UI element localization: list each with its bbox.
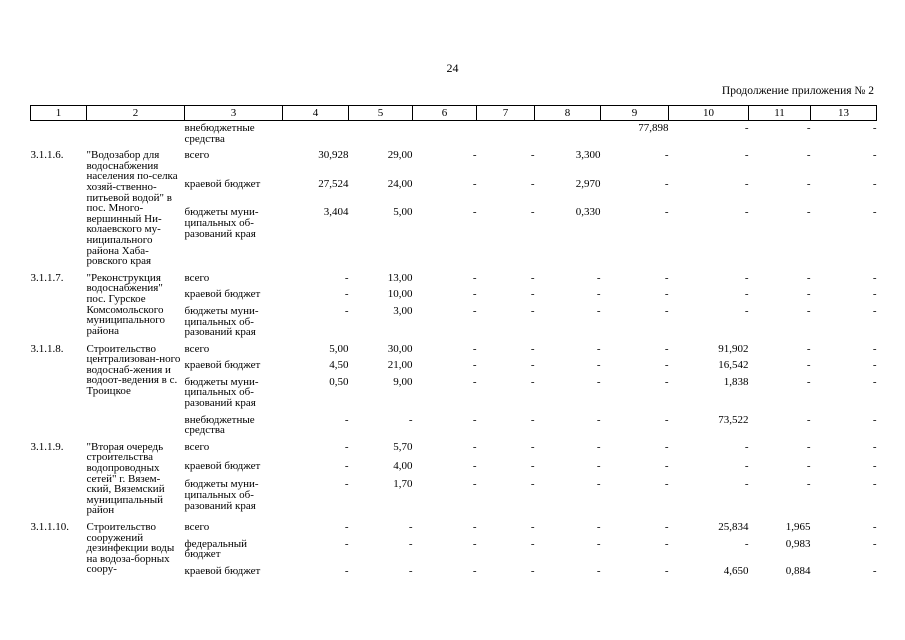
- value-cell-5: 30,00: [387, 342, 413, 355]
- value-cell-13: -: [872, 342, 877, 355]
- value-cell-11: -: [806, 177, 811, 190]
- column-header: 11: [749, 106, 811, 121]
- item-number: 3.1.1.7.: [30, 271, 64, 284]
- value-cell-10: 25,834: [718, 521, 749, 533]
- value-cell-9: -: [664, 440, 669, 453]
- value-cell-5: 5,70: [393, 440, 413, 453]
- value-cell-13: -: [872, 271, 877, 284]
- value-cell-9: -: [664, 478, 669, 491]
- value-cell-5: -: [408, 537, 413, 550]
- value-cell-5: 13,00: [387, 271, 413, 284]
- value-cell-4: -: [344, 459, 349, 472]
- value-cell-9: -: [664, 177, 669, 190]
- value-cell-7: -: [530, 177, 535, 190]
- value-cell-4: 27,524: [318, 177, 349, 190]
- value-cell-5: [349, 121, 413, 149]
- table-row: [31, 440, 877, 459]
- value-cell-7: -: [530, 359, 535, 372]
- value-cell-5: 3,00: [393, 304, 413, 317]
- value-cell-7: -: [530, 288, 535, 301]
- value-cell-7: -: [530, 413, 535, 426]
- item-name: "Вторая очередь строительства водопроводных сетей" г. Вязем-ский, Вяземский муниципальный район: [86, 440, 165, 517]
- column-header: 6: [413, 106, 477, 121]
- value-cell-7: -: [530, 206, 535, 219]
- funding-source: краевой бюджет: [184, 564, 261, 577]
- value-cell-8: -: [596, 478, 601, 491]
- appendix-continuation-caption: Продолжение приложения № 2: [721, 85, 874, 97]
- value-cell-11: -: [806, 206, 811, 219]
- item-name: Строительство централизован-ного водоснаб-жения и водоот-ведения в с. Троицкое: [86, 342, 181, 398]
- value-cell-5: 4,00: [393, 459, 413, 472]
- table-row: [31, 271, 877, 288]
- funding-source: краевой бюджет: [184, 288, 261, 301]
- value-cell-6: -: [472, 288, 477, 301]
- value-cell-5: -: [408, 413, 413, 426]
- funding-source: внебюджетные средства: [184, 122, 255, 145]
- item-number: 3.1.1.6.: [30, 149, 64, 162]
- value-cell-7: [477, 121, 535, 149]
- column-header: 1: [31, 106, 87, 121]
- column-header: 3: [185, 106, 283, 121]
- value-cell-13: -: [872, 122, 877, 134]
- value-cell-11: -: [806, 342, 811, 355]
- funding-source: внебюджетные средства: [184, 413, 255, 437]
- value-cell-4: -: [344, 521, 349, 533]
- value-cell-4: 30,928: [318, 149, 349, 162]
- value-cell-8: -: [596, 564, 601, 577]
- funding-source: краевой бюджет: [184, 359, 261, 372]
- funding-source: бюджеты муни-ципальных об-разований края: [184, 304, 259, 339]
- value-cell-4: 5,00: [329, 342, 349, 355]
- item-name: Строительство сооружений дезинфекции воды на водоза-борных соору-: [86, 521, 175, 576]
- value-cell-8: -: [596, 288, 601, 301]
- value-cell-5: 29,00: [387, 149, 413, 162]
- value-cell-11: -: [806, 271, 811, 284]
- value-cell-11: -: [806, 304, 811, 317]
- value-cell-13: -: [872, 478, 877, 491]
- funding-source: бюджеты муни-ципальных об-разований края: [184, 206, 259, 240]
- value-cell-8: -: [596, 521, 601, 533]
- value-cell-9: -: [664, 288, 669, 301]
- value-cell-13: -: [872, 177, 877, 190]
- value-cell-4: -: [344, 478, 349, 491]
- value-cell-13: -: [872, 440, 877, 453]
- value-cell-13: -: [872, 149, 877, 162]
- column-header: 8: [535, 106, 601, 121]
- value-cell-4: -: [344, 537, 349, 550]
- value-cell-7: -: [530, 304, 535, 317]
- value-cell-10: 73,522: [718, 413, 749, 426]
- funding-source: краевой бюджет: [184, 177, 261, 190]
- funding-source: всего: [184, 440, 210, 453]
- value-cell-8: -: [596, 271, 601, 284]
- value-cell-9: -: [664, 149, 669, 162]
- value-cell-8: -: [596, 342, 601, 355]
- value-cell-10: -: [744, 271, 749, 284]
- value-cell-8: -: [596, 459, 601, 472]
- value-cell-10: -: [744, 478, 749, 491]
- item-name: "Водозабор для водоснабжения населения по-селка хозяй-ственно-питьевой водой" в пос. Много-вершинный Ни-колаевского му-ниципального района Хаба-ровского края: [86, 149, 178, 268]
- value-cell-11: 1,965: [785, 521, 811, 533]
- value-cell-10: -: [744, 177, 749, 190]
- value-cell-8: -: [596, 537, 601, 550]
- value-cell-13: -: [872, 537, 877, 550]
- value-cell-10: -: [744, 122, 749, 134]
- value-cell-4: -: [344, 271, 349, 284]
- value-cell-4: [283, 121, 349, 149]
- value-cell-11: -: [806, 375, 811, 388]
- value-cell-8: [535, 121, 601, 149]
- column-header: 5: [349, 106, 413, 121]
- value-cell-13: -: [872, 521, 877, 533]
- value-cell-4: -: [344, 440, 349, 453]
- value-cell-9: -: [664, 564, 669, 577]
- value-cell-5: 21,00: [387, 359, 413, 372]
- value-cell-7: -: [530, 149, 535, 162]
- value-cell-4: 3,404: [323, 206, 349, 219]
- value-cell-13: -: [872, 564, 877, 577]
- value-cell-6: -: [472, 537, 477, 550]
- value-cell-5: 1,70: [393, 478, 413, 491]
- value-cell-5: -: [408, 521, 413, 533]
- table-body: [31, 121, 877, 581]
- value-cell-5: 5,00: [393, 206, 413, 219]
- funding-source: бюджеты муни-ципальных об-разований края: [184, 478, 259, 512]
- value-cell-8: 3,300: [575, 149, 601, 162]
- value-cell-6: -: [472, 177, 477, 190]
- value-cell-9: -: [664, 521, 669, 533]
- value-cell-11: -: [806, 413, 811, 426]
- value-cell-9: -: [664, 304, 669, 317]
- value-cell-10: -: [744, 149, 749, 162]
- value-cell-7: -: [530, 521, 535, 533]
- value-cell-6: -: [472, 413, 477, 426]
- value-cell-4: 4,50: [329, 359, 349, 372]
- value-cell-7: -: [530, 537, 535, 550]
- value-cell-10: -: [744, 440, 749, 453]
- value-cell-6: -: [472, 375, 477, 388]
- item-name: "Реконструкция водоснабжения" пос. Гурское Комсомольского муниципального района: [86, 271, 166, 337]
- column-header: 9: [601, 106, 669, 121]
- value-cell-13: -: [872, 206, 877, 219]
- value-cell-13: -: [872, 413, 877, 426]
- value-cell-4: -: [344, 413, 349, 426]
- value-cell-8: -: [596, 413, 601, 426]
- value-cell-13: -: [872, 304, 877, 317]
- value-cell-11: -: [806, 478, 811, 491]
- value-cell-7: -: [530, 342, 535, 355]
- value-cell-6: -: [472, 271, 477, 284]
- budget-table: [30, 105, 877, 580]
- value-cell-6: -: [472, 478, 477, 491]
- value-cell-11: -: [806, 288, 811, 301]
- value-cell-7: -: [530, 271, 535, 284]
- value-cell-11: -: [806, 359, 811, 372]
- table-row: [31, 342, 877, 359]
- value-cell-8: -: [596, 440, 601, 453]
- value-cell-11: 0,983: [785, 537, 811, 550]
- value-cell-6: -: [472, 564, 477, 577]
- funding-source: всего: [184, 342, 210, 355]
- value-cell-6: -: [472, 440, 477, 453]
- funding-source: всего: [184, 521, 210, 533]
- value-cell-13: -: [872, 459, 877, 472]
- value-cell-9: 77,898: [638, 122, 669, 134]
- funding-source: всего: [184, 271, 210, 284]
- item-number: 3.1.1.8.: [30, 342, 64, 355]
- value-cell-6: [413, 121, 477, 149]
- value-cell-7: -: [530, 459, 535, 472]
- value-cell-10: -: [744, 537, 749, 550]
- value-cell-7: -: [530, 478, 535, 491]
- value-cell-9: -: [664, 459, 669, 472]
- page-number: 24: [446, 61, 459, 75]
- value-cell-10: 91,902: [718, 342, 749, 355]
- value-cell-8: 2,970: [575, 177, 601, 190]
- funding-source: всего: [184, 149, 210, 162]
- value-cell-10: -: [744, 288, 749, 301]
- value-cell-4: -: [344, 304, 349, 317]
- value-cell-11: -: [806, 440, 811, 453]
- value-cell-6: -: [472, 206, 477, 219]
- value-cell-9: -: [664, 413, 669, 426]
- table-row: [31, 148, 877, 177]
- column-header: 4: [283, 106, 349, 121]
- value-cell-8: 0,330: [575, 206, 601, 219]
- value-cell-11: -: [806, 459, 811, 472]
- value-cell-4: -: [344, 288, 349, 301]
- value-cell-5: -: [408, 564, 413, 577]
- value-cell-5: 24,00: [387, 177, 413, 190]
- funding-source: бюджеты муни-ципальных об-разований края: [184, 375, 259, 410]
- value-cell-9: -: [664, 359, 669, 372]
- value-cell-7: -: [530, 440, 535, 453]
- value-cell-7: -: [530, 564, 535, 577]
- item-name: [87, 121, 185, 149]
- value-cell-10: -: [744, 304, 749, 317]
- value-cell-6: -: [472, 149, 477, 162]
- value-cell-8: -: [596, 375, 601, 388]
- value-cell-6: -: [472, 304, 477, 317]
- value-cell-9: -: [664, 537, 669, 550]
- value-cell-8: -: [596, 304, 601, 317]
- value-cell-5: 9,00: [393, 375, 413, 388]
- table-row: [31, 121, 877, 149]
- value-cell-8: -: [596, 359, 601, 372]
- funding-source: федеральный бюджет: [184, 537, 247, 561]
- item-number: 3.1.1.9.: [30, 440, 64, 453]
- value-cell-11: -: [806, 122, 811, 134]
- funding-source: краевой бюджет: [184, 459, 261, 472]
- value-cell-10: 4,650: [723, 564, 749, 577]
- value-cell-13: -: [872, 375, 877, 388]
- value-cell-10: 1,838: [723, 375, 749, 388]
- value-cell-6: -: [472, 459, 477, 472]
- column-number-header-row: [31, 106, 877, 121]
- value-cell-9: -: [664, 271, 669, 284]
- value-cell-5: 10,00: [387, 288, 413, 301]
- value-cell-9: -: [664, 375, 669, 388]
- table-row: [31, 520, 877, 537]
- item-number: [31, 121, 87, 149]
- value-cell-11: -: [806, 149, 811, 162]
- value-cell-13: -: [872, 359, 877, 372]
- value-cell-10: 16,542: [718, 359, 749, 372]
- value-cell-7: -: [530, 375, 535, 388]
- column-header: 7: [477, 106, 535, 121]
- column-header: 2: [87, 106, 185, 121]
- column-header: 13: [811, 106, 877, 121]
- value-cell-10: -: [744, 206, 749, 219]
- value-cell-6: -: [472, 342, 477, 355]
- value-cell-4: -: [344, 564, 349, 577]
- value-cell-9: -: [664, 342, 669, 355]
- value-cell-4: 0,50: [329, 375, 349, 388]
- value-cell-11: 0,884: [785, 564, 811, 577]
- value-cell-9: -: [664, 206, 669, 219]
- value-cell-13: -: [872, 288, 877, 301]
- column-header: 10: [669, 106, 749, 121]
- value-cell-6: -: [472, 359, 477, 372]
- value-cell-6: -: [472, 521, 477, 533]
- value-cell-10: -: [744, 459, 749, 472]
- item-number: 3.1.1.10.: [30, 521, 69, 533]
